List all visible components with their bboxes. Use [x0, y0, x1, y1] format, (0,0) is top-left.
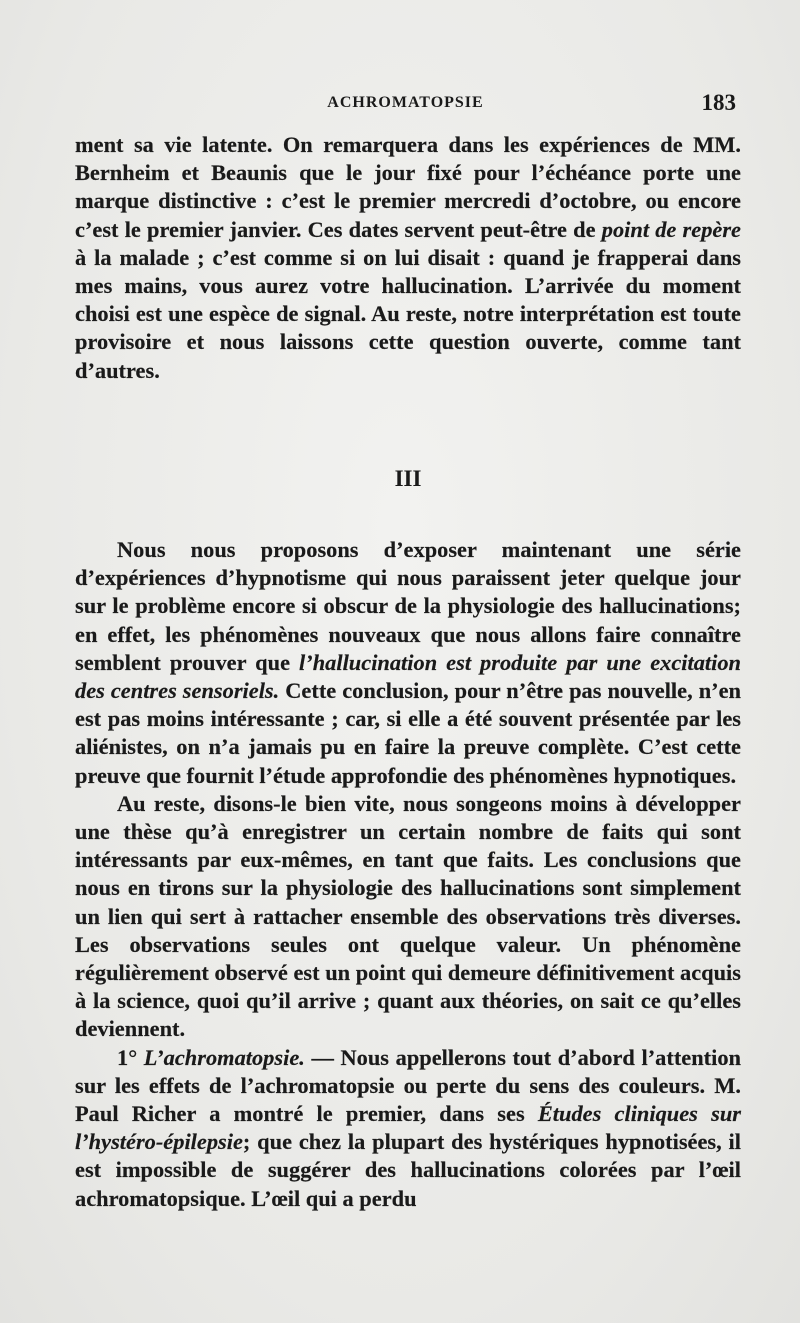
page-header — [75, 92, 736, 120]
emphasis: point de repère — [601, 216, 741, 242]
text-run: ment sa vie latente. On remarquera dans les expériences de MM. Bernheim et Beaunis que le jour fixé pour l’échéance porte une marque distinctive : c’est le premier mercredi d’octobre, ou encore c’est le premier janvier. Ces dates servent peut-être de — [75, 132, 741, 242]
continuation-paragraph — [75, 131, 741, 385]
paragraph-1 — [75, 536, 741, 790]
paragraph-2: Au reste, disons-le bien vite, nous songeons moins à développer une thèse qu’à enregistrer un certain nombre de faits qui sont intéressants par eux-mêmes, en tant que faits. Les conclusions que nous en tirons sur la physiologie des hallucinations sont simplement un lien qui sert à rattacher ensemble des observations très diverses. Les observations seules ont quelque valeur. Un phénomène régulièrement observé est un point qui demeure définitivement acquis à la science, quoi qu’il arrive ; quant aux théories, on sait ce qu’elles deviennent. — [75, 790, 741, 1042]
text-run: 1° — [117, 1044, 144, 1070]
section-number: III — [394, 466, 422, 491]
page-number: 183 — [701, 90, 736, 115]
text-run: à la malade ; c’est comme si on lui disait : quand je frapperai dans mes mains, vous aurez votre hallucination. L’arrivée du moment choisi est une espèce de signal. Au reste, notre interprétation est toute provisoire et nous laissons cette question ouverte, comme tant d’autres. — [75, 244, 741, 383]
text-run: Nous nous proposons d’exposer maintenant une série d’expériences d’hypnotisme qui nous paraissent jeter quelque jour sur le problème encore si obscur de la physiologie des hallucinations; en effet, les phénomènes nouveaux que nous allons faire connaître semblent prouver que — [75, 537, 741, 675]
text-run: ; que chez la plupart des hystériques hypnotisées, il est impossible de suggérer des hallucinations colorées par l’œil achromatopsique. L’œil qui a perdu — [75, 1129, 741, 1211]
text-run: Cette conclusion, pour n’être pas nouvelle, n’en est pas moins intéressante ; car, si elle a été souvent présentée par les aliénistes, on n’a jamais pu en faire la preuve complète. C’est cette preuve que fournit l’étude approfondie des phénomènes hypnotiques. — [75, 678, 741, 788]
emphasis: l’hallucination est produite par une excitation des centres sensoriels. — [75, 649, 741, 704]
emphasis: L’achromatopsie. — [143, 1044, 305, 1070]
body-text — [75, 536, 741, 1213]
text-run: — Nous appellerons tout d’abord l’attention sur les effets de l’achromatopsie ou perte du sens des couleurs. M. Paul Richer a montré le premier, dans ses — [75, 1044, 741, 1127]
paragraph-3 — [75, 1044, 741, 1213]
running-title: ACHROMATOPSIE — [327, 94, 484, 111]
emphasis: Études cliniques sur l’hystéro-épilepsie — [75, 1101, 741, 1155]
